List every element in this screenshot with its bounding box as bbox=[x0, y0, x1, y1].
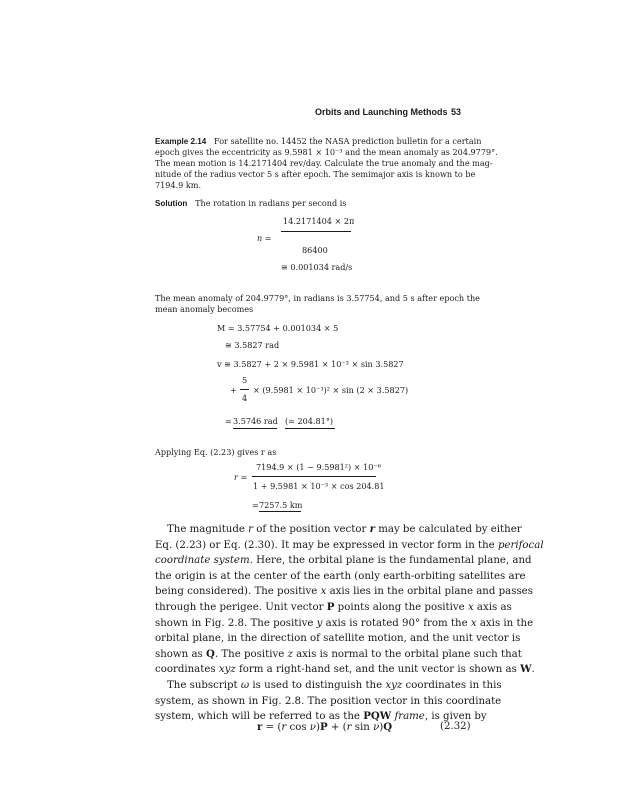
paragraph-line: Eq. (2.23) or Eq. (2.30). It may be expressed in vector form in the perifocal bbox=[155, 539, 544, 551]
r-denominator: 1 + 9.5981 × 10⁻³ × cos 204.81 bbox=[253, 481, 385, 491]
r-result-equals: = bbox=[252, 500, 259, 510]
paragraph-line: system, as shown in Fig. 2.8. The position vector in this coordinate bbox=[155, 695, 502, 707]
example-line-4: 7194.9 km. bbox=[155, 180, 202, 190]
n-fraction-bar bbox=[281, 231, 351, 232]
page-number: 53 bbox=[451, 107, 462, 117]
paragraph-line: orbital plane, in the direction of satellite motion, and the unit vector is bbox=[155, 633, 521, 645]
paragraph-line: shown in Fig. 2.8. The positive y axis is rotated 90° from the x axis in the bbox=[155, 617, 534, 629]
v-result-degrees: (= 204.81°) bbox=[285, 416, 334, 426]
example-line-1: epoch gives the eccentricity as 9.5981 × 10⁻³ and the mean anomaly as 204.9779°. bbox=[155, 147, 498, 157]
solution-intro: The rotation in radians per second is bbox=[195, 198, 347, 208]
v-result-underline-2 bbox=[285, 428, 335, 429]
v-result-underline-1 bbox=[233, 428, 277, 429]
example-label: Example 2.14 bbox=[155, 137, 207, 146]
mean-anomaly-text bbox=[155, 293, 480, 315]
n-lhs: n = bbox=[257, 233, 272, 243]
M-equation: M = 3.57754 + 0.001034 × 5 bbox=[217, 323, 339, 333]
r-result-underline bbox=[259, 511, 301, 512]
paragraph-line: system, which will be referred to as the PQW frame, is given by bbox=[155, 710, 487, 723]
v-equation: v ≅ 3.5827 + 2 × 9.5981 × 10⁻³ × sin 3.5827 bbox=[217, 359, 404, 369]
final-equation: r = (r cos ν)P + (r sin ν)Q bbox=[257, 721, 393, 733]
example-line-2: The mean motion is 14.2171404 rev/day. Calculate the true anomaly and the mag- bbox=[155, 158, 493, 168]
applying-text: Applying Eq. (2.23) gives r as bbox=[155, 447, 277, 457]
paragraph-line: shown as Q. The positive z axis is normal to the orbital plane such that bbox=[155, 647, 522, 660]
example-line-0: For satellite no. 14452 the NASA prediction bulletin for a certain bbox=[214, 136, 482, 146]
v-plus: + bbox=[230, 385, 237, 395]
paragraph-line: being considered). The positive x axis lies in the orbital plane and passes bbox=[155, 586, 533, 598]
v-frac-numerator: 5 bbox=[242, 375, 248, 385]
n-result: ≅ 0.001034 rad/s bbox=[281, 262, 353, 272]
paragraph-line: coordinate system. Here, the orbital plane is the fundamental plane, and bbox=[155, 555, 532, 567]
v-result: 3.5746 rad bbox=[233, 416, 278, 426]
r-fraction-bar bbox=[252, 476, 376, 477]
running-title: Orbits and Launching Methods bbox=[315, 107, 448, 117]
n-numerator: 14.2171404 × 2π bbox=[283, 216, 355, 226]
example-block bbox=[155, 136, 498, 191]
paragraph-1 bbox=[155, 522, 544, 678]
M-result: ≅ 3.5827 rad bbox=[225, 340, 280, 350]
mean-anomaly-line-0: The mean anomaly of 204.9779°, in radians is 3.57754, and 5 s after epoch the bbox=[155, 293, 480, 303]
mean-anomaly-line-1: mean anomaly becomes bbox=[155, 304, 254, 314]
v-continuation: × (9.5981 × 10⁻³)² × sin (2 × 3.5827) bbox=[253, 385, 409, 395]
paragraph-line: The subscript ω is used to distinguish the xyz coordinates in this bbox=[167, 680, 502, 691]
paragraph-2 bbox=[155, 678, 502, 725]
paragraph-line: the origin is at the center of the earth (only earth-orbiting satellites are bbox=[155, 570, 526, 582]
r-numerator: 7194.9 × (1 − 9.5981²) × 10⁻⁶ bbox=[256, 462, 381, 472]
solution-intro-line bbox=[155, 198, 346, 209]
solution-label: Solution bbox=[155, 199, 188, 208]
paragraph-line: coordinates xyz form a right-hand set, and the unit vector is shown as W. bbox=[155, 663, 535, 676]
v-frac-denominator: 4 bbox=[242, 393, 248, 403]
r-lhs: r = bbox=[234, 472, 248, 482]
paragraph-line: through the perigee. Unit vector P points along the positive x axis as bbox=[155, 600, 512, 613]
n-denominator: 86400 bbox=[302, 245, 328, 255]
example-line-3: nitude of the radius vector 5 s after epoch. The semimajor axis is known to be bbox=[155, 169, 476, 179]
equation-number: (2.32) bbox=[440, 721, 471, 732]
paragraph-line: The magnitude r of the position vector r may be calculated by either bbox=[167, 523, 522, 535]
v-result-equals: = bbox=[225, 416, 232, 426]
r-result: 7257.5 km bbox=[259, 500, 303, 510]
v-fraction-bar bbox=[240, 389, 249, 390]
